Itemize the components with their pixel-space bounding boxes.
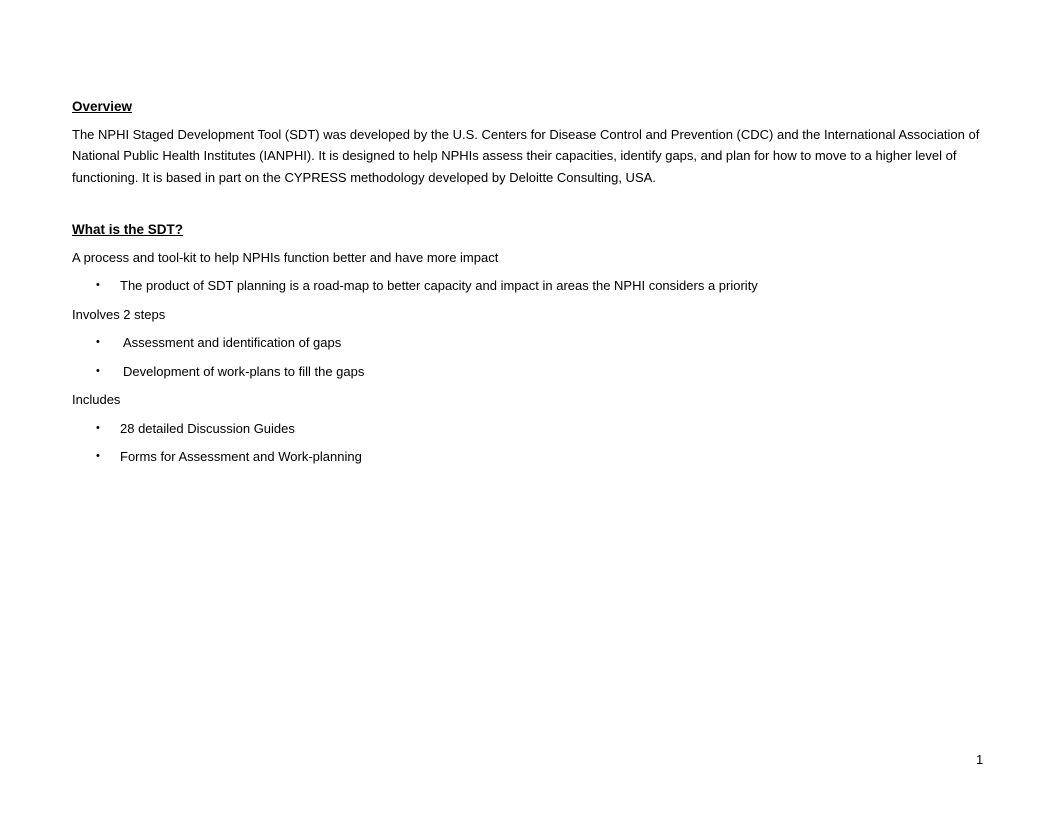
sdt-intro-bullet-list: [72, 275, 984, 297]
bullet-icon: •: [96, 336, 100, 348]
steps-label: Involves 2 steps: [72, 306, 166, 322]
list-item-text: Forms for Assessment and Work-planning: [120, 449, 362, 464]
bullet-icon: •: [96, 421, 100, 434]
what-is-sdt-heading: What is the SDT?: [72, 222, 183, 237]
list-item-text: Development of work-plans to fill the gaps: [123, 363, 365, 379]
page-number: 1: [976, 752, 984, 767]
list-item-text: The product of SDT planning is a road-map to better capacity and impact in areas the NPHI considers a priority: [120, 278, 758, 293]
list-item-text: Assessment and identification of gaps: [123, 335, 342, 350]
section-spacer: [72, 188, 984, 219]
list-item: [72, 361, 984, 383]
includes-label: Includes: [72, 392, 121, 407]
overview-paragraph: The NPHI Staged Development Tool (SDT) was developed by the U.S. Centers for Disease Control and Prevention (CDC) and the International Association of National Public Health Institutes (IANPHI). It is designed to help NPHIs assess their capacities, identify gaps, and plan for how to move to a higher level of functioning. It is based in part on the CYPRESS methodology developed by Deloitte Consulting, USA.: [72, 126, 980, 185]
bullet-icon: •: [96, 364, 100, 377]
sdt-intro-text: A process and tool-kit to help NPHIs function better and have more impact: [72, 249, 499, 265]
document-page: [72, 96, 984, 475]
list-item: [72, 332, 984, 354]
bullet-icon: •: [96, 450, 100, 462]
bullet-icon: •: [96, 279, 100, 291]
overview-heading: Overview: [72, 99, 133, 114]
list-item: [72, 446, 984, 468]
steps-bullet-list: [72, 332, 984, 382]
includes-bullet-list: [72, 418, 984, 468]
list-item: [72, 275, 984, 297]
list-item: [72, 418, 984, 440]
list-item-text: 28 detailed Discussion Guides: [120, 420, 295, 436]
